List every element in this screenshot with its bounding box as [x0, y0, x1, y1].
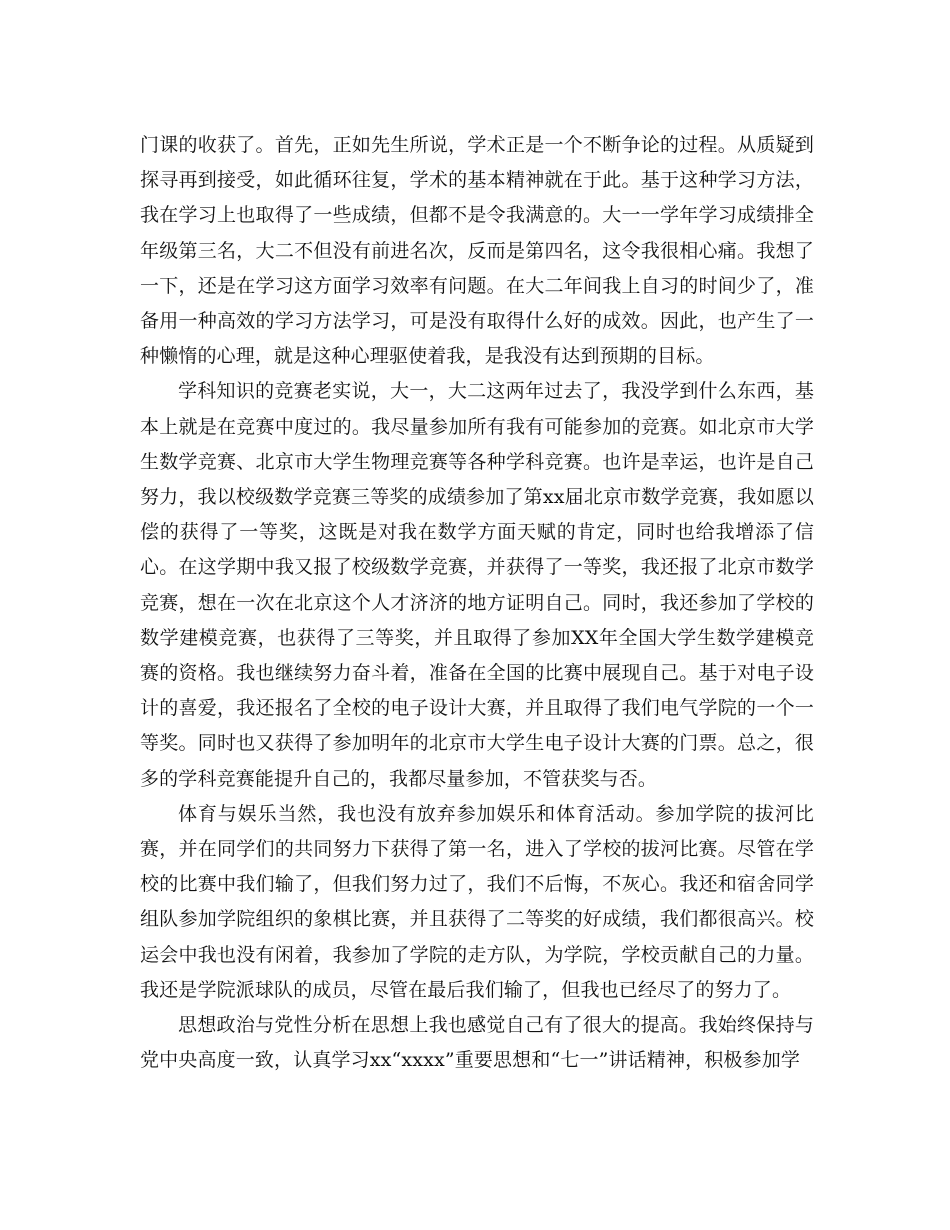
paragraph-competitions: 学科知识的竞赛老实说，大一，大二这两年过去了，我没学到什么东西，基本上就是在竞赛中度过的。我尽量参加所有我有可能参加的竞赛。如北京市大学生数学竞赛、北京市大学生物理竞赛等各种学科竞赛。也许是幸运，也许是自己努力，我以校级数学竞赛三等奖的成绩参加了第xx届北京市数学竞赛，我如愿以偿的获得了一等奖，这既是对我在数学方面天赋的肯定，同时也给我增添了信心。在这学期中我又报了校级数学竞赛，并获得了一等奖，我还报了北京市数学竞赛，想在一次在北京这个人才济济的地方证明自己。同时，我还参加了学校的数学建模竞赛，也获得了三等奖，并且取得了参加XX年全国大学生数学建模竞赛的资格。我也继续努力奋斗着，准备在全国的比赛中展现自己。基于对电子设计的喜爱，我还报名了全校的电子设计大赛，并且取得了我们电气学院的一个一等奖。同时也又获得了参加明年的北京市大学生电子设计大赛的门票。总之，很多的学科竞赛能提升自己的，我都尽量参加，不管获奖与否。	[140, 380, 814, 790]
document-page	[140, 128, 814, 1078]
paragraph-study-results: 门课的收获了。首先，正如先生所说，学术正是一个不断争论的过程。从质疑到探寻再到接受，如此循环往复，学术的基本精神就在于此。基于这种学习方法，我在学习上也取得了一些成绩，但都不是令我满意的。大一一学年学习成绩排全年级第三名，大二不但没有前进名次，反而是第四名，这令我很相心痛。我想了一下，还是在学习这方面学习效率有问题。在大二年间我上自习的时间少了，准备用一种高效的学习方法学习，可是没有取得什么好的成效。因此，也产生了一种懒惰的心理，就是这种心理驱使着我，是我没有达到预期的目标。	[140, 134, 814, 368]
paragraph-political-thought: 思想政治与党性分析在思想上我也感觉自己有了很大的提高。我始终保持与党中央高度一致，认真学习xx“xxxx”重要思想和“七一”讲话精神，积极参加学	[140, 1014, 814, 1072]
paragraph-sports-entertainment: 体育与娱乐当然，我也没有放弃参加娱乐和体育活动。参加学院的拔河比赛，并在同学们的共同努力下获得了第一名，进入了学校的拔河比赛。尽管在学校的比赛中我们输了，但我们努力过了，我们不后悔，不灰心。我还和宿舍同学组队参加学院组织的象棋比赛，并且获得了二等奖的好成绩，我们都很高兴。校运会中我也没有闲着，我参加了学院的走方队，为学院，学校贡献自己的力量。我还是学院派球队的成员，尽管在最后我们输了，但我也已经尽了的努力了。	[140, 802, 814, 1001]
